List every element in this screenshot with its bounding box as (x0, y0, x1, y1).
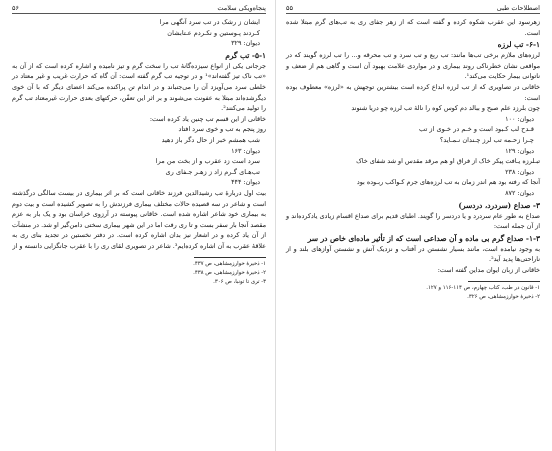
verse: ایشان ز رشک در تب سرد آنگهی مرا (159, 18, 260, 26)
paragraph: چون بلرزد علم صبح و ببالد دم کوس کوه را نالهٔ تب لرزه چو دریا شنوند (351, 104, 540, 113)
source-citation: دیوان: ۸۷۲ (505, 188, 534, 197)
section-heading: ۶-۱- تب لرزه (497, 40, 540, 50)
source-citation: دیوان: ۴۴۴ (231, 178, 260, 187)
source-citation: دیوان: ۲۳۸ (505, 167, 534, 176)
footnotes (286, 284, 540, 301)
footnote: ۲- ذخیرهٔ خوارزمشاهی، ص ۳۲۶. (467, 294, 540, 301)
page-body (286, 17, 540, 275)
paragraph: بیت اول دربارهٔ تب رشیدالدین فرزند خاقانی است که بر اثر بیماری در بیست سالگی درگذشته است و شاعر در سه قصیده حالات مختلف بیماری فرزندش را به تصویر کشیده است و بیت دوم به بیماری خود شاعر اشاره شده است. خاقانی پیوسته در آرزوی خراسان بود و یک بار به عزم مقصد آنجا بار سفر بست و تا ری رفت اما در این شهر بیماری سختی دامن‌گیر او شد. در منشآت از آن یاد کرده و در اشعار نیز بدان اشاره کرده است. در دفتر نخستین در تجدید بنای ری به علاقهٔ عقرب به آن اشاره کرده‌ایم³. شاعر در تصویری لقای ری را با عقرب جانگزایی دانسته و از (12, 188, 266, 250)
paragraph: صداع به طور عام سردرد و یا دردسر را گویند. اطبای قدیم برای صداع اقسام زیادی یادکرده‌اند و از آن جمله است: (286, 211, 540, 231)
page-body (12, 17, 266, 251)
footnote: ۱- ذخیرهٔ خوارزمشاهی، ص ۴۳۷. (193, 261, 266, 268)
page-number: ۵۵ (286, 4, 293, 12)
running-head (12, 4, 266, 14)
section-heading: ۱-۳- صداع گرم بی ماده و آن صداعی است که از تأثیر ماده‌ای خاص در سر (307, 233, 540, 243)
right-page (276, 0, 552, 451)
footnote: ۱- قانون در طب، کتاب چهارم، ص ۱۱۴-۱۱۶ و ۱۲۷. (426, 285, 540, 292)
paragraph: خاقانی از این قسم تب چنین یاد کرده است: (149, 114, 266, 123)
source-citation: دیوان: ۳۲۹ (231, 39, 260, 48)
footnote-rule (194, 257, 266, 258)
paragraph: زهرسود این عقرب شکوه کرده و گفته است که از زهر جفای ری به تب‌های گرم مبتلا شده است. (286, 18, 540, 37)
header-title: اصطلاحات طبی (496, 4, 540, 12)
page-number: ۵۶ (12, 4, 19, 12)
section-heading: ۳- صداع (سردرد، دردسر) (458, 200, 540, 210)
paragraph: تبـلرزه یـافت پیکر خاک از فراق او هم مرقد مقدس او شد شفای خاک (356, 157, 540, 166)
header-title: پنجاه‌ویکی سلامت (217, 4, 266, 12)
paragraph: روز پنجم به تب و خوی سرد افتاد (178, 125, 266, 134)
source-citation: دیوان: ۱۲۹ (505, 146, 534, 155)
verse: چـرا زحـمه تب لرز چـندان نـمـاید؟ (439, 135, 534, 144)
source-citation: دیوان: ۱۶۳ (231, 146, 260, 155)
source-citation: دیوان: ۱۰۰ (505, 114, 534, 123)
verse: قـدح لب کـبود است و خـم در خـوی از تب (419, 125, 534, 134)
verse: شب همشم خبر از حال دگر باز دهید (161, 135, 260, 144)
paragraph: خاقانی در تصاویری که از تب لرزه ابداع کرده است بیشترین توجهش به «لرزه» معطوف بوده است: (286, 82, 540, 102)
paragraph: آنجا که رفته بود هم اندر زمان به تب لرزه‌های جرم کـواکب ربـوده بود (356, 178, 540, 187)
paragraph: جرجانی یکی از انواع سیزده‌گانهٔ تب را سخت گرم و تیز نامیده و اشاره کرده است که از آن به «تب ناک تیز گفته‌اند»¹ و در توجیه تب گرم گفته است: آن گاه که حرارت غریب و غیر معتاد در خلطی سرد می‌آویزد آن را می‌جنباند و در اندام تن پراکنده می‌کند اعضای دیگر که با آن خوی دیگرشده‌اند مبتلا به عفونت می‌شوند و بر اثر این تعفّن، حرکتهای بعدی حرارت غیرمعتاد تب گرم را تولید می‌کنند². (12, 61, 266, 113)
running-head (286, 4, 540, 14)
section-heading: ۵-۱- تب گرم (225, 50, 266, 60)
verse: تب‌هـای گـرم زاد ز زهـر جـفای ری (165, 167, 260, 176)
footnote-rule (468, 281, 540, 282)
verse: سرد است زد عقرب و از بخت من مرا (155, 157, 260, 166)
paragraph: لرزه‌های ملازم برخی تب‌ها مانند: تب ربع و تب سرد و تب محرقه و... را تب لرزه گویند که در مواقعی نشان خطرناکی روند بیماری و در مواردی علامت بهبود آن است و گاهی هم از ضعف و ناتوانی بیمار حکایت می‌کند¹. (286, 51, 540, 81)
verse: کـردند پـوستین و نکـردم عـتابشان (167, 28, 260, 37)
footnote: ۳- تری تا تونبا، ص ۳۰۶. (213, 278, 266, 285)
footnotes (12, 260, 266, 286)
paragraph: خاقانی از زبان ایوان مداین گفته است: (437, 265, 540, 274)
paragraph: به وجود نیامده است، مانند بسیار نشستن در آفتاب و نزدیک آتش و نشستن آوازهای بلند و از ناراحتی‌ها پدید آید². (286, 244, 540, 264)
footnote: ۲- ذخیرهٔ خوارزمشاهی، ص ۴۳۸. (193, 270, 266, 277)
